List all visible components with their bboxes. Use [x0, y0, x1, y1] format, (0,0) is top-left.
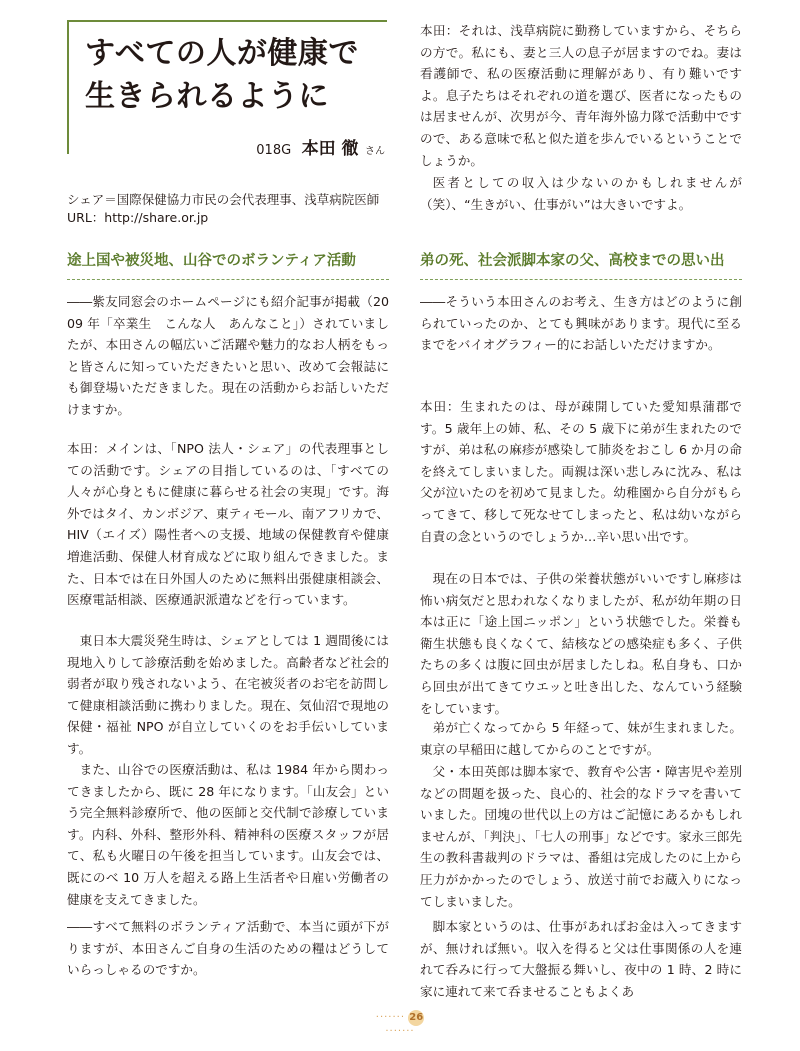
author-suffix: さん — [365, 146, 385, 157]
author-code: 018G — [256, 143, 292, 158]
interview-answer-1: 本田：メインは、「NPO 法人・シェア」の代表理事としての活動です。シェアの目指しているのは、「すべての人々が心身ともに健康に暮らせる社会の実現」です。海外ではタイ、カンボジア、東ティモール、南アフリカで、HIV（エイズ）陽性者への支援、地域の保健教育や健康増進活動、保健人材育成などに取り組んできました。また、日本では在日外国人のために無料出張健康相談会、医療電話相談、医療通訳派遣などを行っています。 — [67, 441, 389, 608]
title-line-2: 生きられるように — [85, 79, 329, 114]
interview-answer-10: 脚本家というのは、仕事があればお金は入ってきますが、無ければ無い。収入を得ると父は仕事関係の人を連れて呑みに行って大盤振る舞いし、夜中の 1 時、2 時に家に連れて来て呑ませることもよくあ — [420, 919, 742, 999]
affiliation-line: シェア＝国際保健協力市民の会代表理事、浅草病院医師 — [67, 192, 380, 207]
interview-answer-6: 本田：生まれたのは、母が疎開していた愛知県蒲郡です。5 歳年上の姉、私、その 5 歳下に弟が生まれたのですが、弟は私の麻疹が感染して肺炎をおこし 6 か月の命を終えてしまいました。両親は深い悲しみに沈み、私は父が泣いたのを初めて見ました。幼稚園から自分がもらってきて、移して死なせてしまったと、私は幼いながら自責の念というのでしょうか…辛い思い出です。 — [420, 399, 742, 544]
section-heading-left: 途上国や被災地、山谷でのボランティア活動 — [67, 253, 356, 269]
author-byline — [256, 134, 385, 159]
page-number — [370, 1010, 430, 1037]
title-line-1: すべての人が健康で — [85, 36, 359, 71]
interview-answer-8: 弟が亡くなってから 5 年経って、妹が生まれました。東京の早稲田に越してからのことですが。 — [420, 720, 742, 757]
heading-rule-right — [420, 279, 742, 280]
interview-question-2: ――すべて無料のボランティア活動で、本当に頭が下がりますが、本田さんご自身の生活のための糧はどうしていらっしゃるのですか。 — [67, 919, 389, 978]
title-frame — [67, 20, 387, 159]
interview-question-1: ――紫友同窓会のホームページにも紹介記事が掲載（2009 年「卒業生 こんな人 あんなこと」）されていましたが、本田さんの幅広いご活躍や魅力的なお人柄をもっと皆さんに知っていただきたいと思い、改めて会報誌にも御登場いただきました。現在の活動からお話しいただけますか。 — [67, 294, 389, 417]
page-number-value: 26 — [408, 1010, 424, 1026]
author-name: 本田 徹 — [301, 139, 359, 159]
interview-answer-4: 本田：それは、浅草病院に勤務していますから、そちらの方で。私にも、妻と三人の息子が居ますのでね。妻は看護師で、私の医療活動に理解があり、有り難いですよ。息子たちはそれぞれの道を選び、医者になったものは居ませんが、次男が今、青年海外協力隊で活動中ですので、ある意味で私と似た道を歩んでいるということでしょうか。 — [420, 23, 742, 168]
interview-answer-5: 医者としての収入は少ないのかもしれませんが（笑）、“生きがい、仕事がい”は大きいですよ。 — [420, 175, 742, 212]
affiliation — [67, 191, 379, 227]
page-number-dots-right: ······· — [385, 1026, 415, 1037]
interview-answer-7: 現在の日本では、子供の栄養状態がいいですし麻疹は怖い病気だと思われなくなりましたが、私が幼年期の日本は正に「途上国ニッポン」という状態でした。栄養も衛生状態も良くなくて、結核などの感染症も多く、子供たちの多くは腹に回虫が居ましたしね。私自身も、口から回虫が出てきてウエッと吐き出した、なんていう経験をしています。 — [420, 571, 742, 716]
interview-answer-2: 東日本大震災発生時は、シェアとしては 1 週間後には現地入りして診療活動を始めました。高齢者など社会的弱者が取り残されないよう、在宅被災者のお宅を訪問して健康相談活動に携わりました。現在、気仙沼で現地の保健・福祉 NPO が自立していくのをお手伝いしています。 — [67, 633, 389, 756]
interview-answer-9: 父・本田英郎は脚本家で、教育や公害・障害児や差別などの問題を扱った、良心的、社会的なドラマを書いていました。団塊の世代以上の方はご記憶にあるかもしれませんが、「判決」、「七人の刑事」などです。家永三郎先生の教科書裁判のドラマは、番組は完成したのに上から圧力がかかったのでしょう、放送寸前でお蔵入りになってしまいました。 — [420, 764, 742, 909]
article-title — [85, 32, 359, 118]
section-heading-right: 弟の死、社会派脚本家の父、高校までの思い出 — [420, 253, 725, 269]
affiliation-url: URL：http://share.or.jp — [67, 210, 209, 225]
page-number-dots-left: ······· — [375, 1012, 406, 1023]
interview-answer-3: また、山谷での医療活動は、私は 1984 年から関わってきましたから、既に 28 年になります。「山友会」という完全無料診療所で、他の医師と交代制で診療しています。内科、外科、整形外科、精神科の医療スタッフが居て、私も火曜日の午後を担当しています。山友会では、既にのべ 10 万人を超える路上生活者や日雇い労働者の健康を支えてきました。 — [67, 762, 389, 907]
heading-rule-left — [67, 279, 389, 280]
interview-question-3: ――そういう本田さんのお考え、生き方はどのように創られていったのか、とても興味があります。現代に至るまでをバイオグラフィー的にお話しいただけますか。 — [420, 294, 742, 353]
